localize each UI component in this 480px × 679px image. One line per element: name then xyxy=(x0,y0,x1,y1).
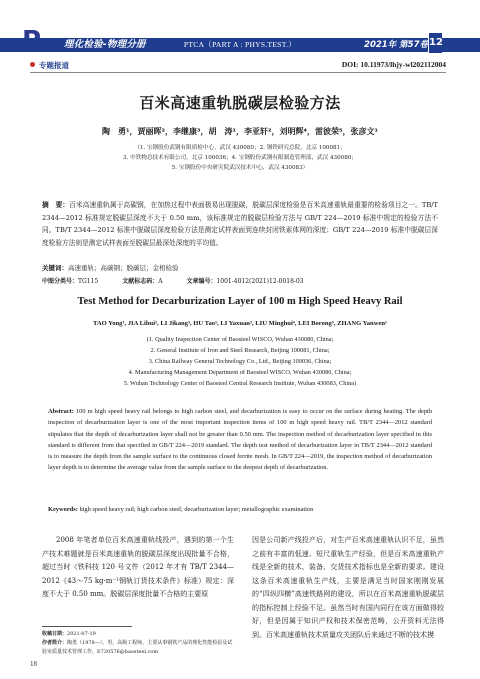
keywords-cn-text: 高速重轨；高碳钢；脱碳层；金相检验 xyxy=(68,264,179,272)
journal-name-cn: 理化检验-物理分册 xyxy=(64,39,146,50)
journal-name-en: PTCA（PART A : PHYS.TEST.） xyxy=(183,40,297,49)
authors-en: TAO Yong¹, JIA Lihui², LI Jikang³, HU Tao¹, LI Yaxuan², LIU Minghui⁴, LEI Borong⁵, ZHANG Yanwen¹ xyxy=(92,320,388,327)
article-title-cn: 百米高速重轨脱碳层检验方法 xyxy=(139,94,341,112)
body-paragraph: 因是公司新产线投产后，对生产百米高速重轨认识不足，虽然之前有丰富的低速、短尺重轨生产经验，但是百米高速重轨产线是全新的技术、装备、交货技术指标也是全新的要求。建设这条百米高速重轨生产线，主要是满足当时国家刚刚发展的“四纵四横”高速铁路网的建设，所以在百米高速重轨脱碳层的指标控制上经验不足。虽然当时有国内同行在该方面做得较好，但是因属于知识产权和技术保密范畴，公开资料无法得到。百米高速重轨技术质量攻关团队后来通过不断的技术摸 xyxy=(252,536,444,639)
abstract-cn-text: 百米高速重轨属于高碳钢，在加热过程中表面极易出现脱碳，脱碳层深度检验是百米高速重轨最重要的检验项目之一。TB/T 2344—2012 标准规定脱碳层深度不大于 0.50 mm，该标准规定的脱碳层检验方法与 GB/T 224—2019 标准中规定的检验方法不同。TB/T 2344—2012 标准中脱碳层深度检验方法是测定试样表面到连续封闭铁素体网的深度；GB/T 224—2019 标准中脱碳层深度检验方法则是测定试样表面至脱碳层最深处深度的平均值。 xyxy=(42,201,438,247)
keywords-en-text: high speed heavy rail; high carbon steel; decarburization layer; metallographic examination xyxy=(79,506,314,513)
issue-label: 2021年 第57卷 xyxy=(364,40,428,50)
document-code: 文献标志码：A xyxy=(122,278,163,285)
affiliation-en-1: (1. Quality Inspection Center of Baosteel WISCO, Wuhan 430080, China; xyxy=(146,336,334,343)
article-title-en: Test Method for Decarburization Layer of 100 m High Speed Heavy Rail xyxy=(77,296,403,307)
affiliation-cn-2: 3. 中铁物总技术有限公司，北京 100036；4. 宝钢股份武钢有限制造管理部，武汉 430080； xyxy=(123,155,357,161)
classification-meta xyxy=(42,276,438,285)
affiliation-cn-1: （1. 宝钢股份武钢有限质检中心，武汉 430080；2. 钢铁研究总院，北京 100081； xyxy=(134,145,346,151)
divider xyxy=(30,72,446,73)
clc-number: 中图分类号：TG115 xyxy=(42,278,99,285)
keywords-cn xyxy=(42,263,438,272)
article-number: 文章编号：1001-4012(2021)12-0018-03 xyxy=(186,278,304,285)
abstract-en xyxy=(48,406,432,474)
abstract-en-text: 100 m high speed heavy rail belongs to high carbon steel, and decarburization is easy to occur on the surface during heating. The depth inspection of decarburization layer is one of the most important inspection items of 100 m high speed heavy rail. TB/T 2344—2012 standard stipulates that the depth of decarburization layer shall not be greater than 0.50 mm. The inspection method of decarburization layer specified in this standard is different from that specified in GB/T 224—2019 standard. The depth test method of decarburization layer in TB/T 2344—2012 standard is to measure the depth from the sample surface to the continuous closed ferrite mesh. In GB/T 224—2019, the inspection method of decarburization layer depth is to determine the average value from the sample surface to the deepest depth of decarburization. xyxy=(48,408,432,472)
column-label: 专题报道 xyxy=(39,61,69,70)
affiliation-en-2: 2. General Institute of Iron and Steel Research, Beijing 100081, China; xyxy=(150,347,330,354)
affiliation-en-5: 5. Wuhan Technology Center of Baosteel Central Research Institute, Wuhan 430083, China) xyxy=(123,380,357,387)
doi[interactable]: DOI: 10.11973/lhjy-wl202112004 xyxy=(341,60,446,69)
authors-cn: 陶 勇¹，贾丽晖²，李继康³，胡 涛¹，李亚轩²，刘明辉⁴，雷彼荣⁵，张彦文¹ xyxy=(101,127,379,136)
affiliation-en-3: 3. China Railway General Technology Co., Ltd., Beijing 100036, China; xyxy=(148,358,332,365)
abstract-en-label: Abstract: xyxy=(48,408,74,415)
affiliation-en-4: 4. Manufacturing Management Department of Baosteel WISCO, Wuhan 430080, China; xyxy=(128,369,352,376)
footnote-divider xyxy=(42,626,132,627)
footnote-author: 作者简介：陶勇（1978—），男，高级工程师，主要从事钢铁产品的理化性能检验及试验室质量技术管理工作，E720576@baosteel.com xyxy=(42,640,233,655)
issue-number: 12 xyxy=(428,33,442,53)
body-column-right xyxy=(252,534,444,642)
affiliation-cn-3: 5. 宝钢股份中央研究院武汉技术中心，武汉 430083） xyxy=(171,165,309,171)
footnote-received: 收稿日期：2021-07-19 xyxy=(42,631,96,637)
abstract-cn-label: 摘 要： xyxy=(42,201,70,209)
keywords-cn-label: 关键词： xyxy=(42,264,68,272)
column-badge xyxy=(30,60,69,71)
body-paragraph: 2008 年笔者单位百米高速重轨线投产，遇到的第一个生产技术难题就是百米高速重轨的脱碳层深度出现批量不合格，超过当时《铁科技 120 号文件（2012 年才有 TB/T 2344—2012《43～75 kg·m⁻¹钢轨订货技术条件》标准）规定：深度不大于 0.50 mm。脱碳层深度批量不合格的主要原 xyxy=(42,536,234,598)
page-number: 18 xyxy=(30,660,37,668)
keywords-en-label: Keywords: xyxy=(48,506,78,513)
abstract-cn xyxy=(42,199,438,249)
body-column-left xyxy=(42,534,234,602)
keywords-en xyxy=(48,506,432,513)
bullet-icon xyxy=(30,62,35,67)
